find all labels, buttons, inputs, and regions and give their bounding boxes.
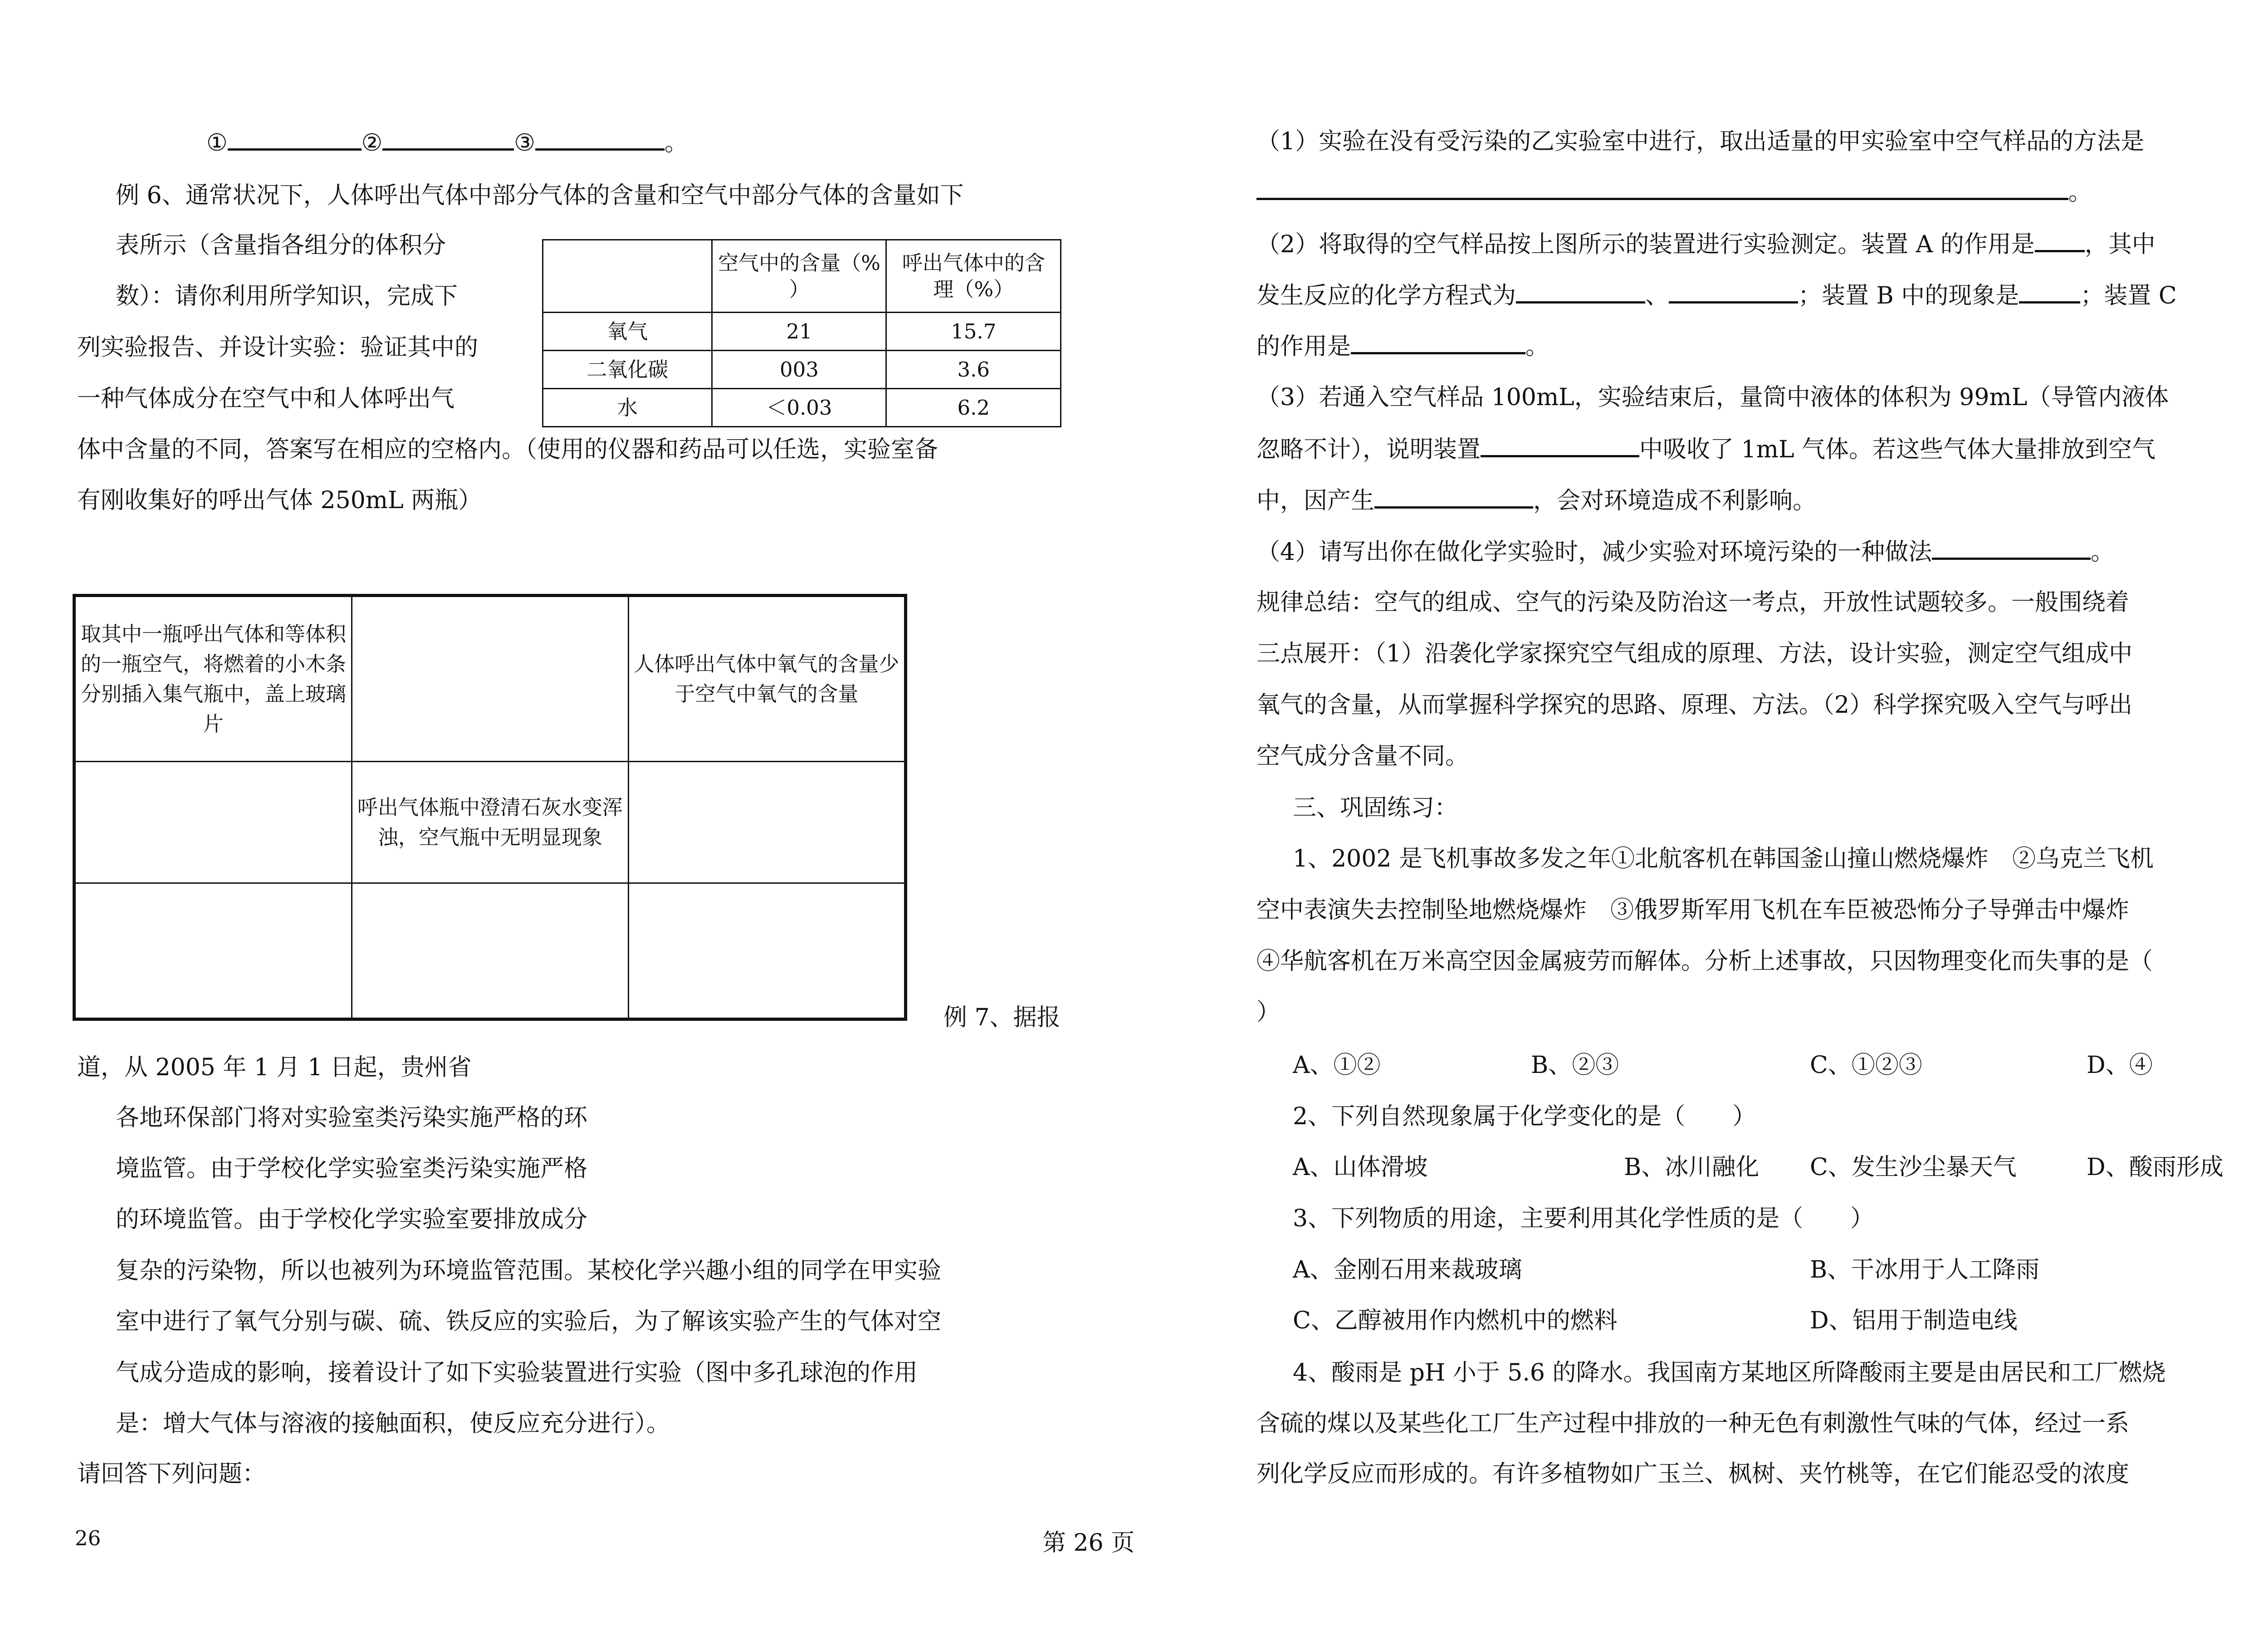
- table-cell: 6.2: [886, 389, 1061, 427]
- example7-line: 境监管。由于学校化学实验室类污染实施严格: [116, 1155, 588, 1182]
- example7-line: 的环境监管。由于学校化学实验室要排放成分: [116, 1206, 588, 1233]
- question-3-line: 中，因产生 ，会对环境造成不利影响。: [1256, 485, 1816, 515]
- summary-line: 空气成分含量不同。: [1256, 743, 1469, 770]
- answer-blank[interactable]: [535, 127, 665, 151]
- question-4: （4）请写出你在做化学实验时，减少实验对环境污染的一种做法 。: [1256, 537, 2114, 566]
- page-footer: 第 26 页: [1042, 1529, 1135, 1557]
- option-d[interactable]: D、铝用于制造电线: [1810, 1307, 2018, 1334]
- report-cell[interactable]: [74, 883, 352, 1019]
- table-header-cell: [543, 240, 712, 313]
- answer-blank[interactable]: [1256, 177, 2068, 200]
- answer-blank[interactable]: [1669, 280, 1798, 304]
- report-cell: 呼出气体瓶中澄清石灰水变浑浊，空气瓶中无明显现象: [352, 762, 628, 883]
- report-cell[interactable]: [628, 762, 905, 883]
- question-1-answer: 。: [1256, 177, 2092, 206]
- example6-line: 例 6、通常状况下，人体呼出气体中部分气体的含量和空气中部分气体的含量如下: [116, 182, 964, 209]
- practice-4-line: 含硫的煤以及某些化工厂生产过程中排放的一种无色有刺激性气味的气体，经过一系: [1256, 1410, 2130, 1437]
- example7-line: 道，从 2005 年 1 月 1 日起，贵州省: [77, 1054, 472, 1081]
- report-cell[interactable]: [628, 883, 905, 1019]
- option-c[interactable]: C、发生沙尘暴天气: [1810, 1154, 2017, 1181]
- answer-blank[interactable]: [1351, 331, 1525, 354]
- practice-4-line: 列化学反应而形成的。有许多植物如广玉兰、枫树、夹竹桃等，在它们能忍受的浓度: [1256, 1460, 2130, 1488]
- practice-1-line: 空中表演失去控制坠地燃烧爆炸 ③俄罗斯军用飞机在车臣被恐怖分子导弹击中爆炸: [1256, 896, 2130, 924]
- report-cell: 人体呼出气体中氧气的含量少于空气中氧气的含量: [628, 596, 905, 762]
- section-heading: 三、巩固练习：: [1293, 794, 1458, 822]
- answer-blank[interactable]: [1932, 537, 2091, 560]
- example7-line: 复杂的污染物，所以也被列为环境监管范围。某校化学兴趣小组的同学在甲实验: [116, 1257, 942, 1284]
- option-a[interactable]: A、金刚石用来裁玻璃: [1293, 1256, 1522, 1283]
- table-cell: ＜0.03: [712, 389, 886, 427]
- table-cell: 3.6: [886, 351, 1061, 389]
- question-3-line: （3）若通入空气样品 100mL，实验结束后，量筒中液体的体积为 99mL（导管内液体: [1256, 384, 2169, 411]
- answer-blanks-line: ① ② ③ 。: [206, 127, 688, 157]
- table-header-cell: 呼出气体中的含 理（%）: [886, 240, 1061, 313]
- report-cell: 取其中一瓶呼出气体和等体积的一瓶空气，将燃着的小木条分别插入集气瓶中，盖上玻璃片: [74, 596, 352, 762]
- practice-3: 3、下列物质的用途，主要利用其化学性质的是（ ）: [1293, 1205, 1874, 1232]
- example6-line: 有刚收集好的呼出气体 250mL 两瓶）: [77, 487, 482, 514]
- example6-line: 表所示（含量指各组分的体积分: [116, 232, 446, 259]
- table-cell: 15.7: [886, 313, 1061, 351]
- answer-blank[interactable]: [2035, 229, 2085, 252]
- example6-line: 列实验报告、并设计实验：验证其中的: [77, 334, 479, 361]
- answer-blank[interactable]: [1481, 434, 1639, 457]
- question-3-line: 忽略不计），说明装置 中吸收了 1mL 气体。若这些气体大量排放到空气: [1256, 434, 2156, 464]
- report-cell[interactable]: [352, 883, 628, 1019]
- option-d[interactable]: D、④: [2087, 1052, 2153, 1079]
- question-1: （1）实验在没有受污染的乙实验室中进行，取出适量的甲实验室中空气样品的方法是: [1256, 128, 2145, 155]
- example7-line: 各地环保部门将对实验室类污染实施严格的环: [116, 1104, 588, 1131]
- question-2-line: 的作用是 。: [1256, 331, 1549, 361]
- example7-line: 气成分造成的影响，接着设计了如下实验装置进行实验（图中多孔球泡的作用: [116, 1359, 918, 1386]
- summary-line: 规律总结：空气的组成、空气的污染及防治这一考点，开放性试题较多。一般围绕着: [1256, 589, 2130, 616]
- answer-blank[interactable]: [1516, 280, 1645, 304]
- example6-line: 一种气体成分在空气中和人体呼出气: [77, 385, 455, 412]
- answer-blank[interactable]: [228, 127, 362, 151]
- gas-composition-table: [542, 239, 1061, 427]
- report-cell[interactable]: [74, 762, 352, 883]
- option-b[interactable]: B、干冰用于人工降雨: [1810, 1256, 2040, 1283]
- answer-blank[interactable]: [2019, 280, 2080, 304]
- practice-1-line: ）: [1256, 999, 1281, 1026]
- option-c[interactable]: C、①②③: [1810, 1052, 1922, 1079]
- left-page-number: 26: [75, 1526, 101, 1550]
- table-cell: 003: [712, 351, 886, 389]
- option-b[interactable]: B、冰川融化: [1624, 1154, 1760, 1181]
- practice-2: 2、下列自然现象属于化学变化的是（ ）: [1293, 1103, 1756, 1130]
- question-2-line: （2）将取得的空气样品按上图所示的装置进行实验测定。装置 A 的作用是 ，其中: [1256, 229, 2156, 259]
- practice-4-line: 4、酸雨是 pH 小于 5.6 的降水。我国南方某地区所降酸雨主要是由居民和工厂燃烧: [1293, 1359, 2166, 1386]
- report-cell[interactable]: [352, 596, 628, 762]
- option-b[interactable]: B、②③: [1531, 1052, 1619, 1079]
- option-d[interactable]: D、酸雨形成: [2087, 1154, 2224, 1181]
- practice-1-line: ④华航客机在万米高空因金属疲劳而解体。分析上述事故，只因物理变化而失事的是（: [1256, 948, 2153, 975]
- option-a[interactable]: A、山体滑坡: [1293, 1154, 1428, 1181]
- practice-1-line: 1、2002 是飞机事故多发之年①北航客机在韩国釜山撞山燃烧爆炸 ②乌克兰飞机: [1293, 845, 2154, 872]
- table-cell: 21: [712, 313, 886, 351]
- summary-line: 三点展开：（1）沿袭化学家探究空气组成的原理、方法，设计实验，测定空气组成中: [1256, 640, 2133, 667]
- example6-line: 体中含量的不同，答案写在相应的空格内。（使用的仪器和药品可以任选，实验室备: [77, 436, 938, 463]
- example7-line: 例 7、据报: [943, 1004, 1061, 1031]
- experiment-report-table: [73, 594, 907, 1021]
- table-header-cell: 空气中的含量（% ）: [712, 240, 886, 313]
- table-cell: 水: [543, 389, 712, 427]
- example7-line: 请回答下列问题：: [77, 1460, 266, 1488]
- answer-blank[interactable]: [1374, 485, 1533, 509]
- answer-blank[interactable]: [382, 127, 514, 151]
- example7-line: 室中进行了氧气分别与碳、硫、铁反应的实验后，为了解该实验产生的气体对空: [116, 1308, 942, 1335]
- option-a[interactable]: A、①②: [1293, 1052, 1381, 1079]
- table-cell: 氧气: [543, 313, 712, 351]
- example6-line: 数）：请你利用所学知识，完成下: [116, 283, 458, 310]
- question-2-line: 发生反应的化学方程式为 、 ；装置 B 中的现象是 ；装置 C: [1256, 280, 2177, 310]
- summary-line: 氧气的含量，从而掌握科学探究的思路、原理、方法。（2）科学探究吸入空气与呼出: [1256, 691, 2133, 719]
- example7-line: 是：增大气体与溶液的接触面积，使反应充分进行）。: [116, 1410, 670, 1437]
- option-c[interactable]: C、乙醇被用作内燃机中的燃料: [1293, 1307, 1618, 1334]
- table-cell: 二氧化碳: [543, 351, 712, 389]
